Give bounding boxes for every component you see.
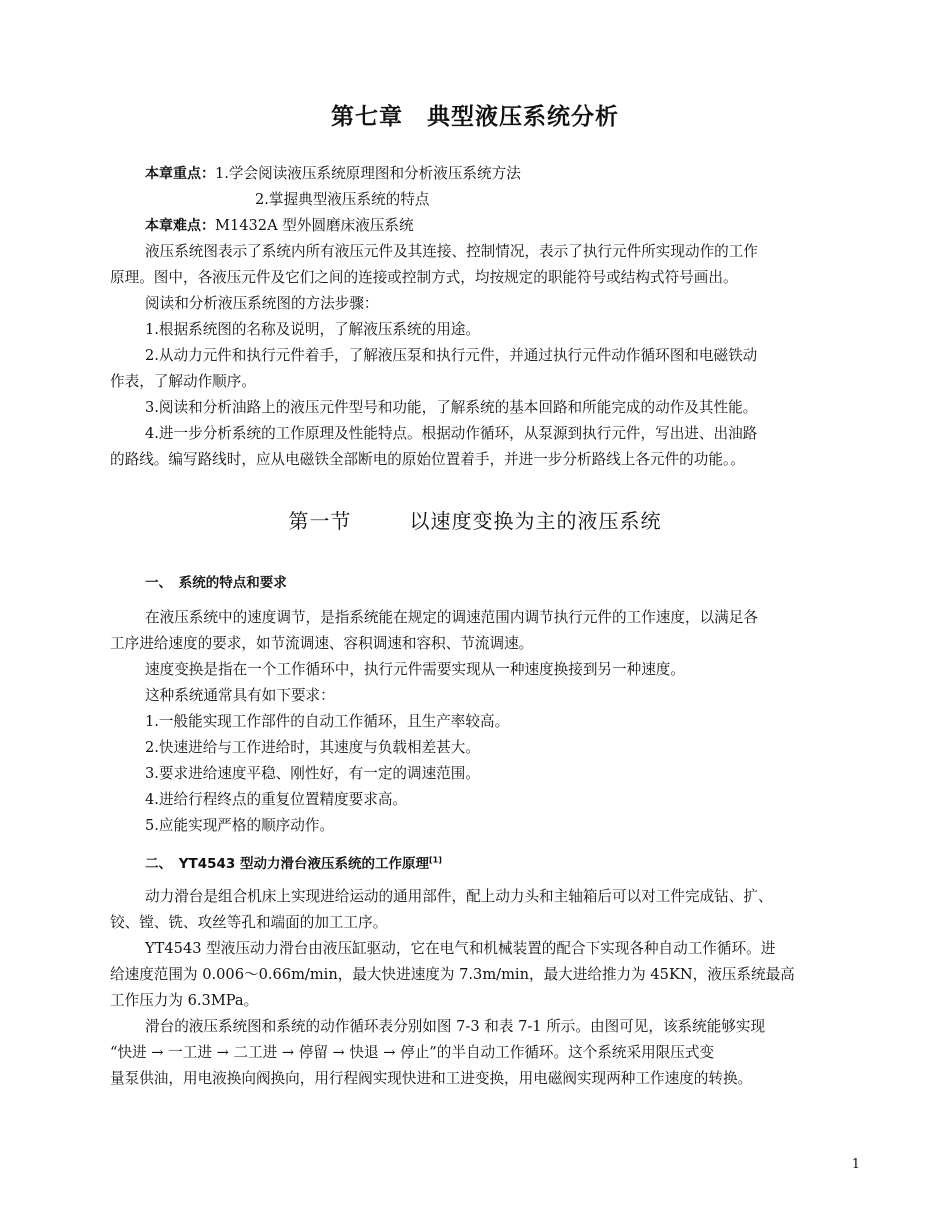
reference-marker: [1]: [429, 855, 442, 865]
paragraph-line: 铰、镗、铣、攻丝等孔和端面的加工工序。: [110, 914, 388, 931]
subsection-heading: [145, 852, 442, 872]
requirement-item: 1.一般能实现工作部件的自动工作循环，且生产率较高。: [145, 713, 510, 730]
step-item: 4.进一步分析系统的工作原理及性能特点。根据动作循环，从泵源到执行元件，写出进、出油路: [145, 425, 758, 442]
paragraph-line: 这种系统通常具有如下要求：: [145, 687, 335, 704]
paragraph-line: 工序进给速度的要求，如节流调速、容积调速和容积、节流调速。: [110, 635, 534, 652]
key-point-label: 本章重点：: [145, 166, 215, 182]
paragraph-line: 在液压系统中的速度调节，是指系统能在规定的调速范围内调节执行元件的工作速度，以满足各: [145, 609, 758, 626]
paragraph-line: 液压系统图表示了系统内所有液压元件及其连接、控制情况，表示了执行元件所实现动作的工作: [145, 243, 758, 260]
page-number: 1: [851, 1157, 860, 1172]
step-item: 3.阅读和分析油路上的液压元件型号和功能，了解系统的基本回路和所能完成的动作及其性能。: [145, 399, 758, 416]
paragraph-line: 量泵供油，用电液换向阀换向，用行程阀实现快进和工进变换，用电磁阀实现两种工作速度的转换。: [110, 1070, 753, 1087]
difficulty-line: [145, 216, 885, 236]
paragraph-line: 原理。图中，各液压元件及它们之间的连接或控制方式，均按规定的职能符号或结构式符号画出。: [110, 269, 738, 286]
key-point-item: 1.学会阅读液压系统原理图和分析液压系统方法: [215, 165, 521, 182]
difficulty-item: M1432A 型外圆磨床液压系统: [215, 217, 414, 234]
subsection-heading-text: 二、 YT4543 型动力滑台液压系统的工作原理: [145, 856, 430, 872]
paragraph-line: 滑台的液压系统图和系统的动作循环表分别如图 7-3 和表 7-1 所示。由图可见，该系统能够实现: [145, 1018, 766, 1035]
paragraph-line: 速度变换是指在一个工作循环中，执行元件需要实现从一种速度换接到另一种速度。: [145, 661, 685, 678]
step-item-cont: 的路线。编写路线时，应从电磁铁全部断电的原始位置着手，并进一步分析路线上各元件的功能。。: [110, 451, 745, 468]
paragraph-line: 动力滑台是组合机床上实现进给运动的通用部件，配上动力头和主轴箱后可以对工件完成钻、扩、: [145, 888, 773, 905]
difficulty-label: 本章难点：: [145, 218, 215, 234]
step-item: 2.从动力元件和执行元件着手，了解液压泵和执行元件，并通过执行元件动作循环图和电磁铁动: [145, 347, 758, 364]
key-point-line-1: [145, 164, 885, 184]
chapter-title: 第七章 典型液压系统分析: [331, 104, 619, 130]
requirement-item: 5.应能实现严格的顺序动作。: [145, 817, 335, 834]
section-title: [0, 505, 950, 534]
section-number: 第一节: [288, 509, 352, 533]
key-point-item: 2.掌握典型液压系统的特点: [255, 191, 430, 208]
section-name: 以速度变换为主的液压系统: [409, 509, 662, 533]
step-item-cont: 作表，了解动作顺序。: [110, 373, 256, 390]
step-item: 1.根据系统图的名称及说明，了解液压系统的用途。: [145, 321, 480, 338]
paragraph-line: 阅读和分析液压系统图的方法步骤：: [145, 295, 379, 312]
requirement-item: 4.进给行程终点的重复位置精度要求高。: [145, 791, 408, 808]
requirement-item: 2.快速进给与工作进给时，其速度与负载相差甚大。: [145, 739, 480, 756]
requirement-item: 3.要求进给速度平稳、刚性好，有一定的调速范围。: [145, 765, 480, 782]
paragraph-line: YT4543 型液压动力滑台由液压缸驱动，它在电气和机械装置的配合下实现各种自动工作循环。进: [145, 940, 776, 957]
subsection-heading: 一、 系统的特点和要求: [145, 575, 287, 591]
paragraph-line: “快进 → 一工进 → 二工进 → 停留 → 快退 → 停止”的半自动工作循环。这个系统采用限压式变: [110, 1044, 715, 1061]
paragraph-line: 给速度范围为 0.006～0.66m/min，最大快进速度为 7.3m/min，最大进给推力为 45KN，液压系统最高: [110, 966, 795, 983]
paragraph-line: 工作压力为 6.3MPa。: [110, 992, 259, 1009]
